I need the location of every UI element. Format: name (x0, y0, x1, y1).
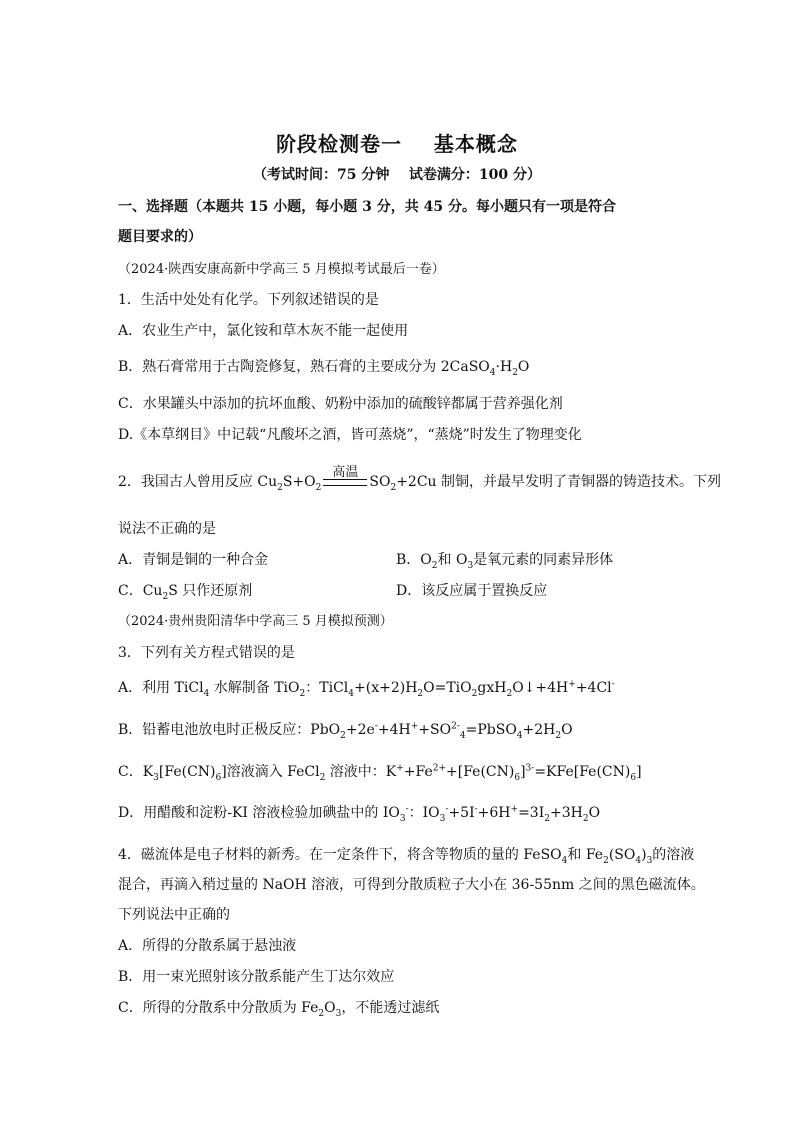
question-1-stem: 1．生活中处处有化学。下列叙述错误的是 (118, 292, 379, 308)
question-3-option-d: D．用醋酸和淀粉-KI 溶液检验加碘盐中的 $IO_3^-$：$IO_3^-+5I^-+6H^+=3I_2+3H_2O$ (118, 804, 601, 824)
question-4-option-a: A．所得的分散系属于悬浊液 (118, 938, 297, 954)
question-source-b: （2024·贵州贵阳清华中学高三 5 月模拟预测） (118, 614, 393, 629)
question-4-option-c: C．所得的分散系中分散质为 $Fe_2O_3$，不能透过滤纸 (118, 1000, 440, 1019)
exam-info: （考试时间：75 分钟 试卷满分：100 分） (253, 167, 541, 183)
question-3-stem: 3．下列有关方程式错误的是 (118, 645, 295, 661)
question-3-option-c: C．$K_3[Fe(CN)_6]$溶液滴入 FeCl$_2$ 溶液中：$K^++Fe^{2+}+[Fe(CN)_6]^{3-}=KFe[Fe(CN)_6]$ (118, 763, 642, 783)
question-2-stem-line2: 说法不正确的是 (118, 521, 216, 537)
question-2-option-b: B．$O_2$和 $O_3$是氧元素的同素异形体 (396, 552, 614, 571)
question-2-stem: 2．我国古人曾用反应 $Cu_2S+O_2$ 高温 $SO_2+2Cu$ 制铜，并最早发明了青铜器的铸造技术。下列 (118, 465, 722, 493)
question-2-option-c: C．$Cu_2S$ 只作还原剂 (118, 583, 253, 602)
question-4-stem-line3: 下列说法中正确的 (118, 907, 230, 923)
question-4-stem-line1: 4．磁流体是电子材料的新秀。在一定条件下，将含等物质的量的 FeSO$_4$和 $Fe_2(SO_4)_3$的溶液 (118, 847, 695, 866)
question-3-option-b: B．铅蓄电池放电时正极反应：$PbO_2+2e^-+4H^++SO^{2-}_4=PbSO_4+2H_2O$ (118, 721, 573, 741)
page-title: 阶段检测卷一 基本概念 (276, 132, 518, 156)
question-1-option-b: B．熟石膏常用于古陶瓷修复，熟石膏的主要成分为 $2CaSO_4\cdot H_2O$ (118, 359, 530, 378)
question-4-stem-line2: 混合，再滴入稍过量的 NaOH 溶液，可得到分散质粒子大小在 36-55nm 之间的黑色磁流体。 (118, 877, 705, 893)
section-heading-line1: 一、选择题（本题共 15 小题，每小题 3 分，共 45 分。每小题只有一项是符合 (118, 199, 616, 215)
question-2-option-d: D．该反应属于置换反应 (396, 583, 548, 599)
reaction-condition: 高温 (323, 473, 367, 491)
question-4-option-b: B．用一束光照射该分散系能产生丁达尔效应 (118, 969, 395, 985)
question-1-option-a: A．农业生产中，氯化铵和草木灰不能一起使用 (118, 323, 409, 339)
question-source-a: （2024·陕西安康高新中学高三 5 月模拟考试最后一卷） (118, 262, 445, 277)
question-1-option-d: D.《本草纲目》中记载“凡酸坏之酒，皆可蒸烧”，“蒸烧”时发生了物理变化 (118, 427, 582, 443)
section-heading-line2: 题目要求的） (118, 229, 202, 245)
question-2-option-a: A．青铜是铜的一种合金 (118, 552, 269, 568)
question-3-option-a: A．利用 TiCl$_4$ 水解制备 TiO$_2$：$TiCl_4+(x+2)H_2O=TiO_2gxH_2O↓+4H^++4Cl^-$ (118, 679, 615, 699)
question-1-option-c: C．水果罐头中添加的抗坏血酸、奶粉中添加的硫酸锌都属于营养强化剂 (118, 396, 563, 412)
